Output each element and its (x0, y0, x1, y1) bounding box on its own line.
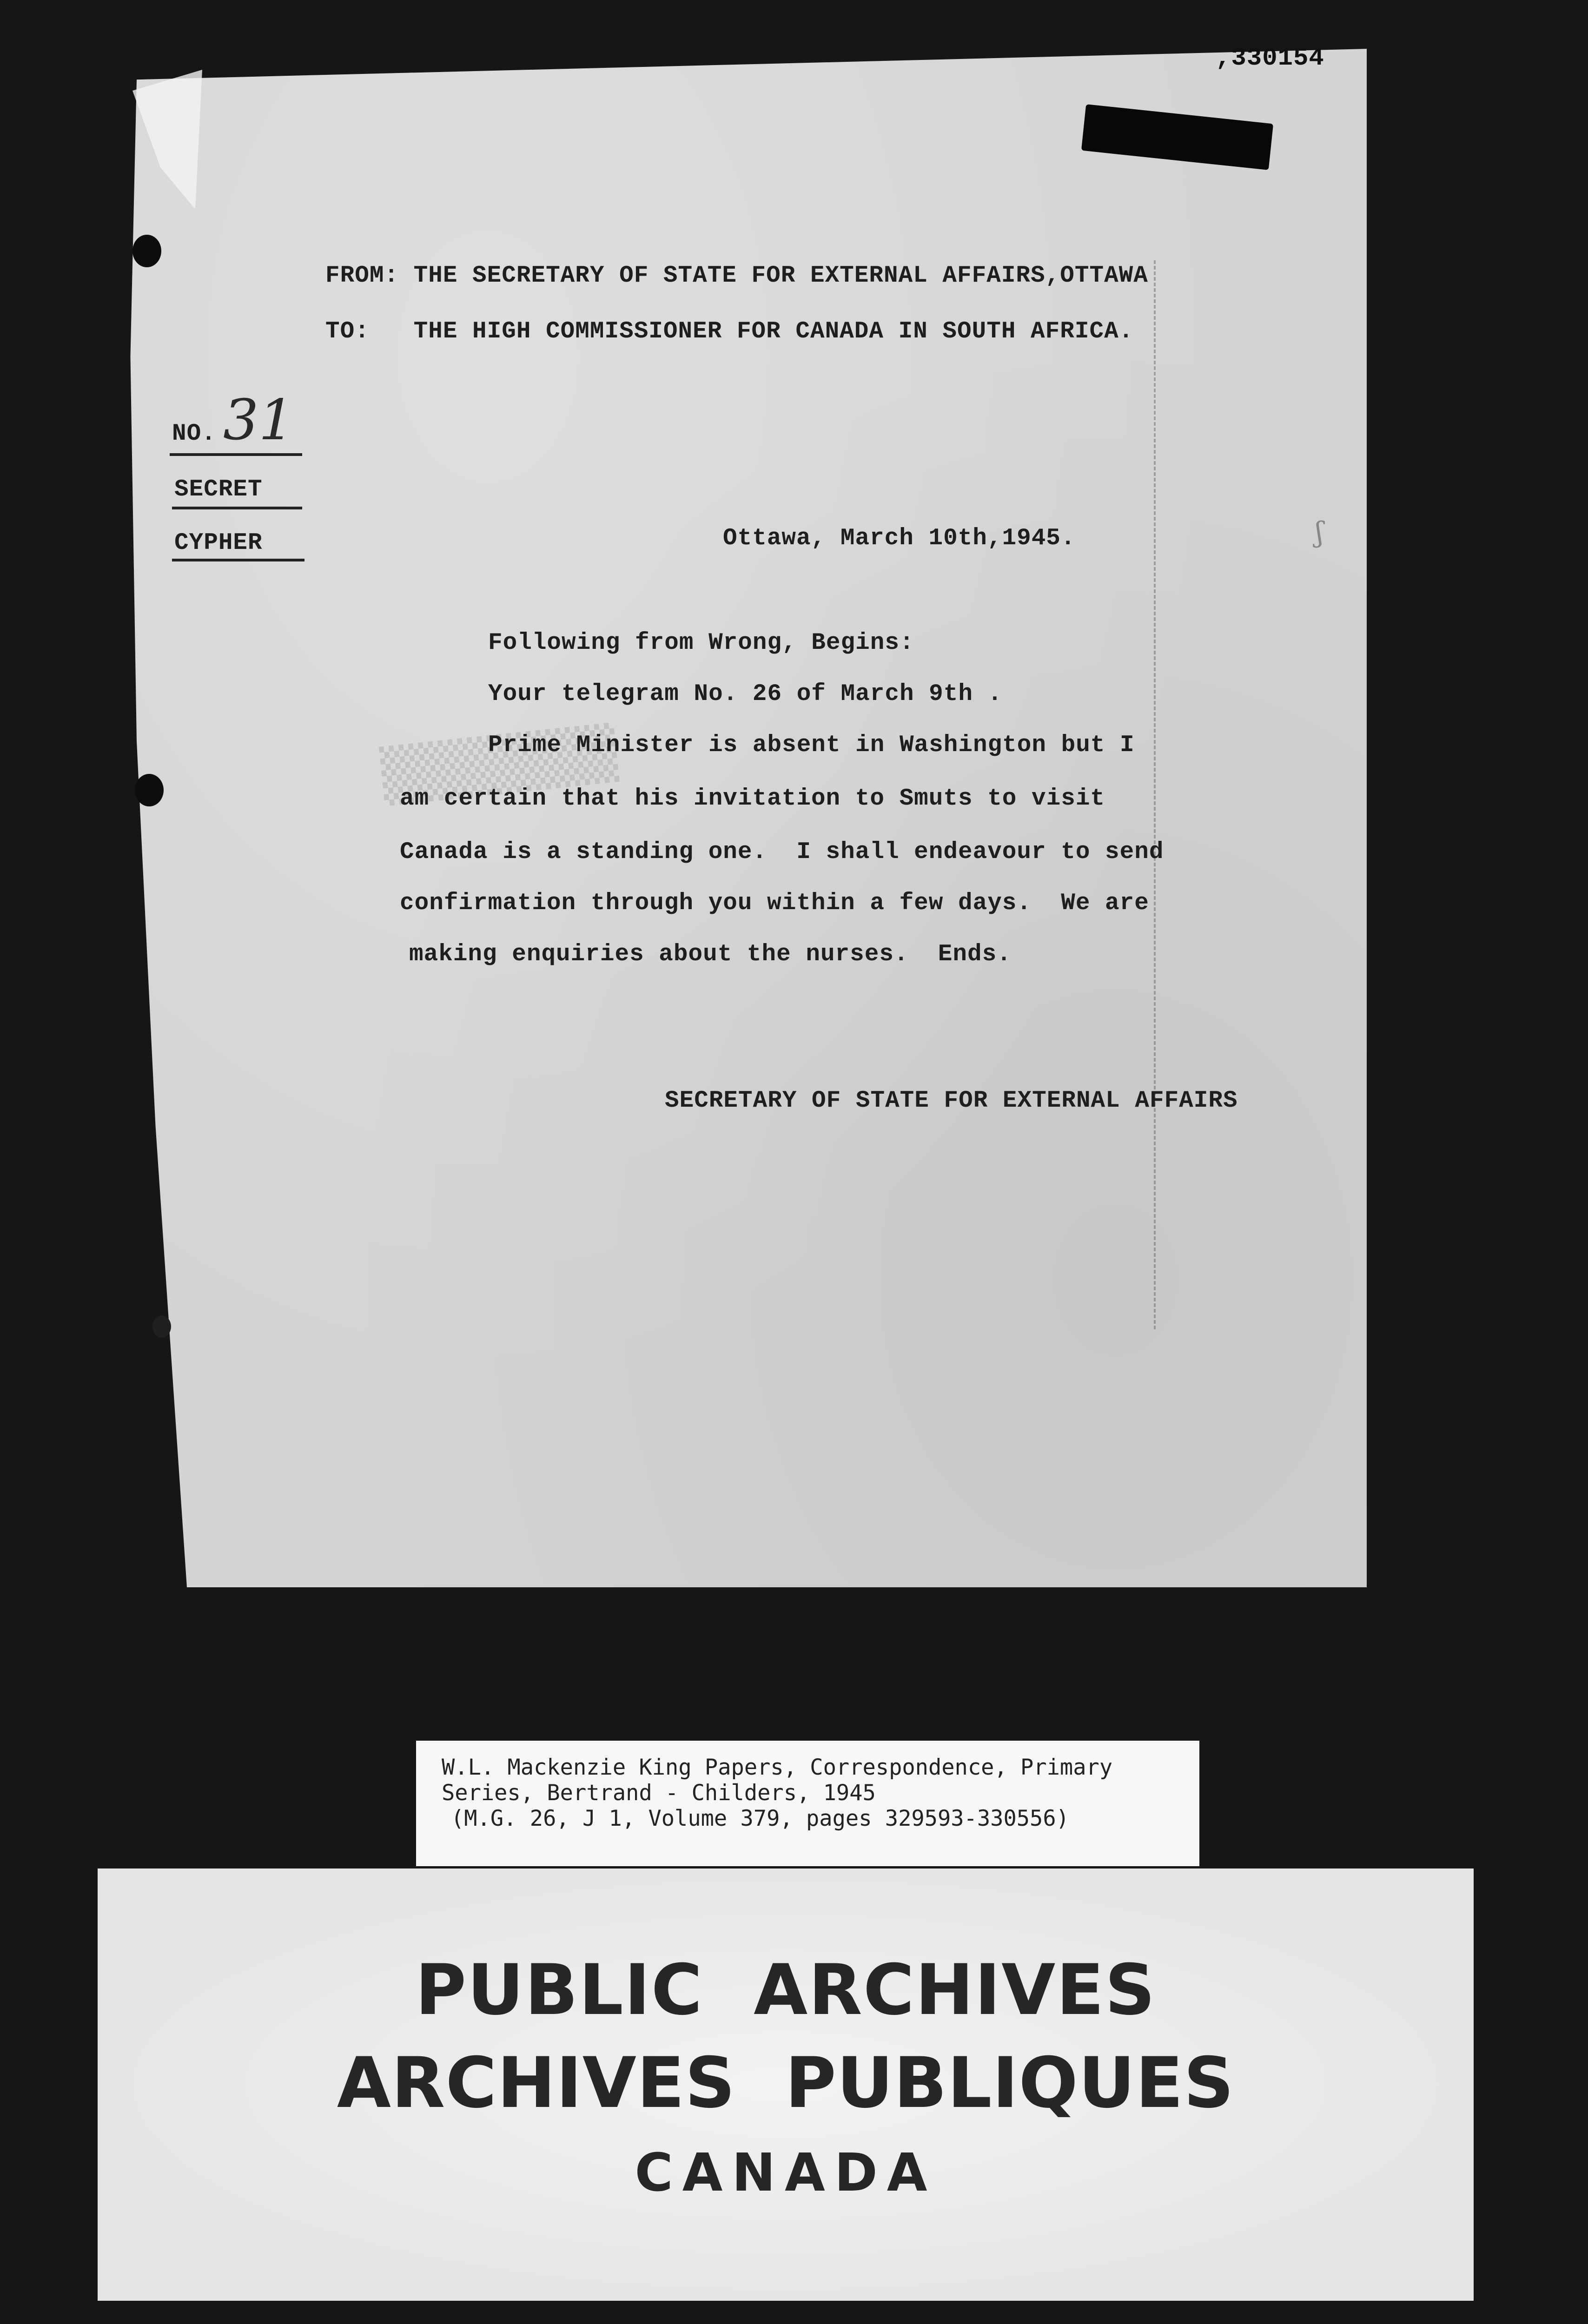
margin-pencil-mark: ʃ (1316, 516, 1323, 548)
punch-hole-top (132, 235, 161, 267)
body-line: confirmation through you within a few days. We are (400, 890, 1149, 917)
classification-underline (172, 507, 302, 509)
signature-line: SECRETARY OF STATE FOR EXTERNAL AFFAIRS (665, 1088, 1238, 1114)
reference-line: Series, Bertrand - Childers, 1945 (442, 1780, 876, 1806)
body-line: am certain that his invitation to Smuts to visit (400, 786, 1105, 812)
document-number: ,330154 (1216, 44, 1324, 73)
reference-line: W.L. Mackenzie King Papers, Correspondence, Primary (442, 1755, 1113, 1780)
banner-line-country: CANADA (635, 2143, 937, 2203)
classification-label: SECRET (174, 476, 263, 503)
body-line: Prime Minister is absent in Washington but I (488, 732, 1135, 759)
body-line: Following from Wrong, Begins: (488, 630, 914, 656)
faded-stamp: ▒▒▒▒▒▒ (378, 722, 620, 806)
banner-line-english: PUBLIC ARCHIVES (415, 1950, 1156, 2031)
from-line: FROM: THE SECRETARY OF STATE FOR EXTERNAL AFFAIRS,OTTAWA (325, 263, 1148, 289)
method-label: CYPHER (174, 530, 263, 556)
body-line: Your telegram No. 26 of March 9th . (488, 681, 1003, 707)
punch-hole-bottom (152, 1315, 171, 1338)
banner-line-french: ARCHIVES PUBLIQUES (337, 2043, 1235, 2124)
to-line: TO: THE HIGH COMMISSIONER FOR CANADA IN SOUTH AFRICA. (325, 318, 1134, 345)
body-line: Canada is a standing one. I shall endeavour to send (400, 839, 1164, 865)
archives-banner (98, 1868, 1474, 2301)
reference-line: (M.G. 26, J 1, Volume 379, pages 329593-330556) (451, 1806, 1069, 1831)
handwritten-number: 31 (223, 388, 294, 453)
body-line: making enquiries about the nurses. Ends. (409, 941, 1012, 968)
fold-line (1154, 260, 1156, 1329)
reference-card (416, 1741, 1199, 1866)
number-label: NO. (172, 421, 216, 447)
number-underline (170, 453, 302, 456)
dateline: Ottawa, March 10th,1945. (723, 525, 1076, 552)
method-underline (172, 559, 304, 561)
punch-hole-middle (135, 774, 164, 806)
